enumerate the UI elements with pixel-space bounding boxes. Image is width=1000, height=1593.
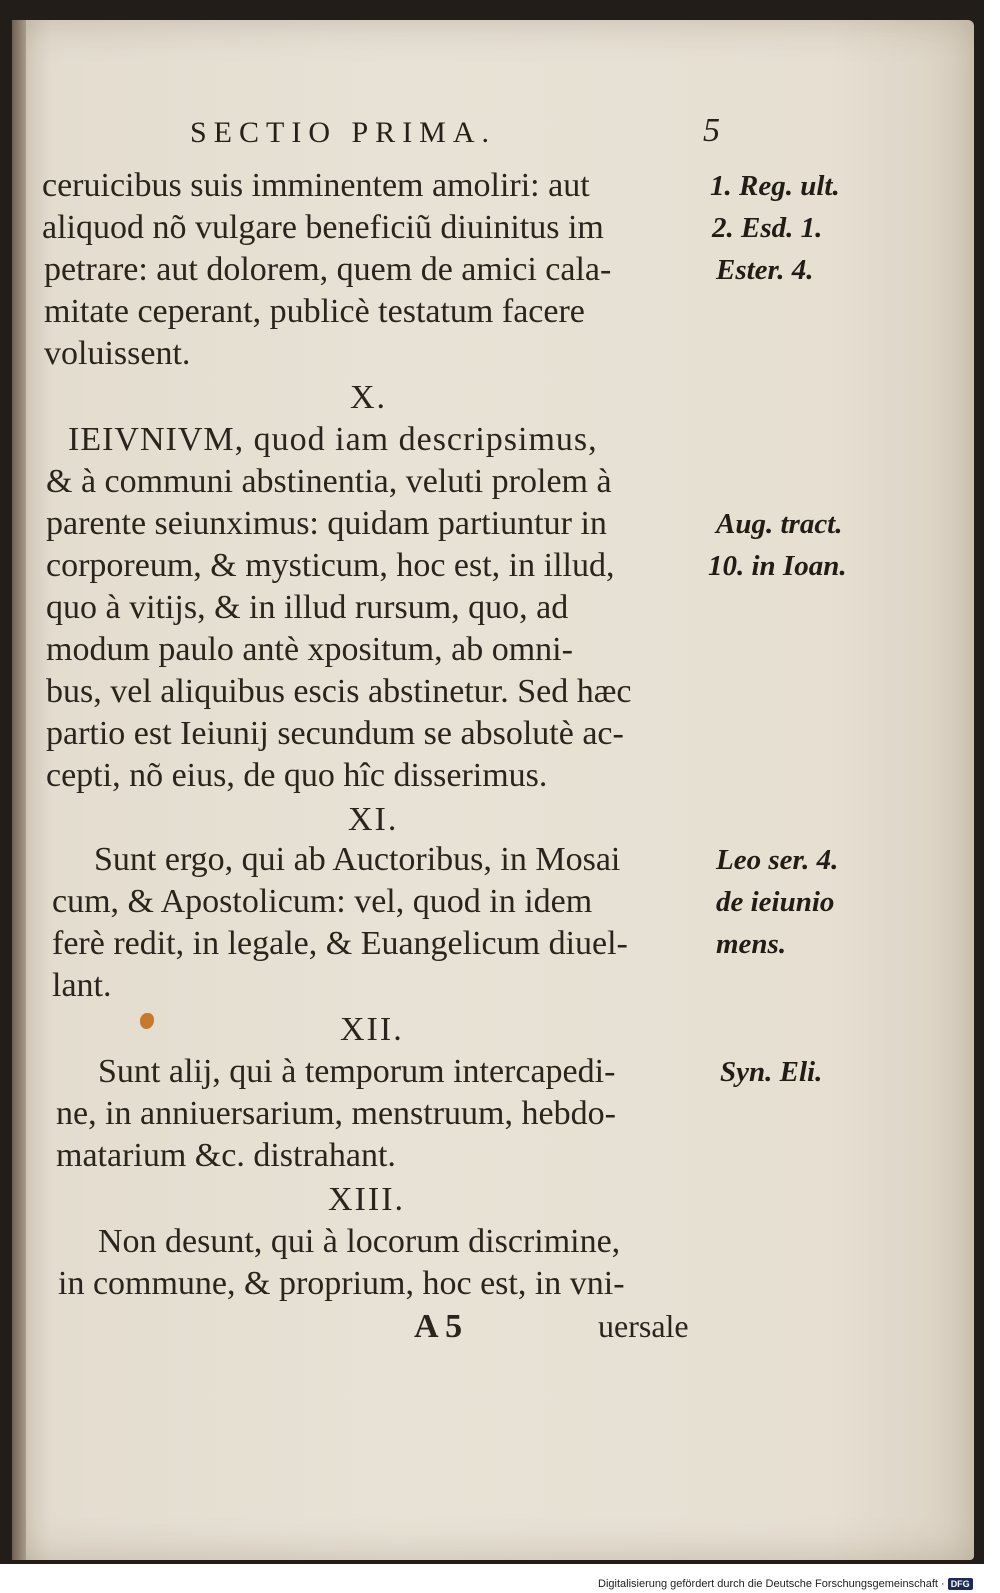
page-number: 5 (703, 112, 720, 149)
margin-note: Ester. 4. (716, 254, 814, 286)
body-line: cum, & Apostolicum: vel, quod in idem (52, 883, 593, 920)
body-line: parente seiunximus: quidam partiuntur in (46, 505, 607, 542)
running-head (190, 112, 720, 156)
margin-note: mens. (716, 928, 787, 960)
body-line: aliquod nõ vulgare beneficiũ diuinitus im (42, 209, 604, 246)
running-head-title: SECTIO PRIMA. (190, 116, 497, 149)
body-line: voluissent. (44, 335, 191, 372)
margin-note: Syn. Eli. (720, 1056, 823, 1088)
signature-mark (414, 1306, 462, 1347)
margin-note: 2. Esd. 1. (712, 212, 823, 244)
body-line: cepti, nõ eius, de quo hîc disserimus. (46, 757, 548, 794)
body-line: in commune, & proprium, hoc est, in vni- (58, 1265, 625, 1302)
body-line: Sunt ergo, qui ab Auctoribus, in Mosai (94, 841, 621, 878)
section-heading: XII. (340, 1011, 404, 1048)
body-line: & à communi abstinentia, veluti prolem à (46, 463, 612, 500)
signature-mark-text: A 5 (414, 1308, 463, 1345)
body-line: Non desunt, qui à locorum discrimine, (98, 1223, 621, 1260)
margin-note: de ieiunio (716, 886, 835, 918)
digitization-footer (598, 1576, 973, 1592)
section-heading: XI. (348, 801, 399, 838)
section-heading: X. (350, 379, 388, 416)
catchword: uersale (598, 1308, 689, 1344)
body-line: quo à vitijs, & in illud rursum, quo, ad (46, 589, 569, 626)
body-line: partio est Ieiunij secundum se absolutè ac- (46, 715, 624, 752)
footer-credit: Digitalisierung gefördert durch die Deutsche Forschungsgemeinschaft · (598, 1578, 945, 1590)
body-line: corporeum, & mysticum, hoc est, in illud, (46, 547, 615, 584)
section-heading: XIII. (328, 1181, 406, 1218)
body-line: Sunt alij, qui à temporum intercapedi- (98, 1053, 616, 1090)
body-line: matarium &c. distrahant. (56, 1137, 396, 1174)
margin-note: 10. in Ioan. (708, 550, 847, 582)
dfg-logo-icon: DFG (948, 1578, 973, 1590)
margin-note: Aug. tract. (716, 508, 843, 540)
body-line: modum paulo antè xpositum, ab omni- (46, 631, 573, 668)
body-line: ceruicibus suis imminentem amoliri: aut (42, 167, 590, 204)
body-line: lant. (52, 967, 112, 1004)
margin-note: Leo ser. 4. (716, 844, 839, 876)
body-line: mitate ceperant, publicè testatum facere (44, 293, 585, 330)
body-line: bus, vel aliquibus escis abstinetur. Sed hæc (46, 673, 632, 710)
body-line: IEIVNIVM, quod iam descripsimus, (68, 421, 598, 458)
body-line: ne, in anniuersarium, menstruum, hebdo- (56, 1095, 616, 1132)
page-gutter (12, 20, 26, 1560)
body-line: ferè redit, in legale, & Euangelicum diuel- (52, 925, 628, 962)
margin-note: 1. Reg. ult. (710, 170, 840, 202)
body-line: petrare: aut dolorem, quem de amici cala- (44, 251, 612, 288)
